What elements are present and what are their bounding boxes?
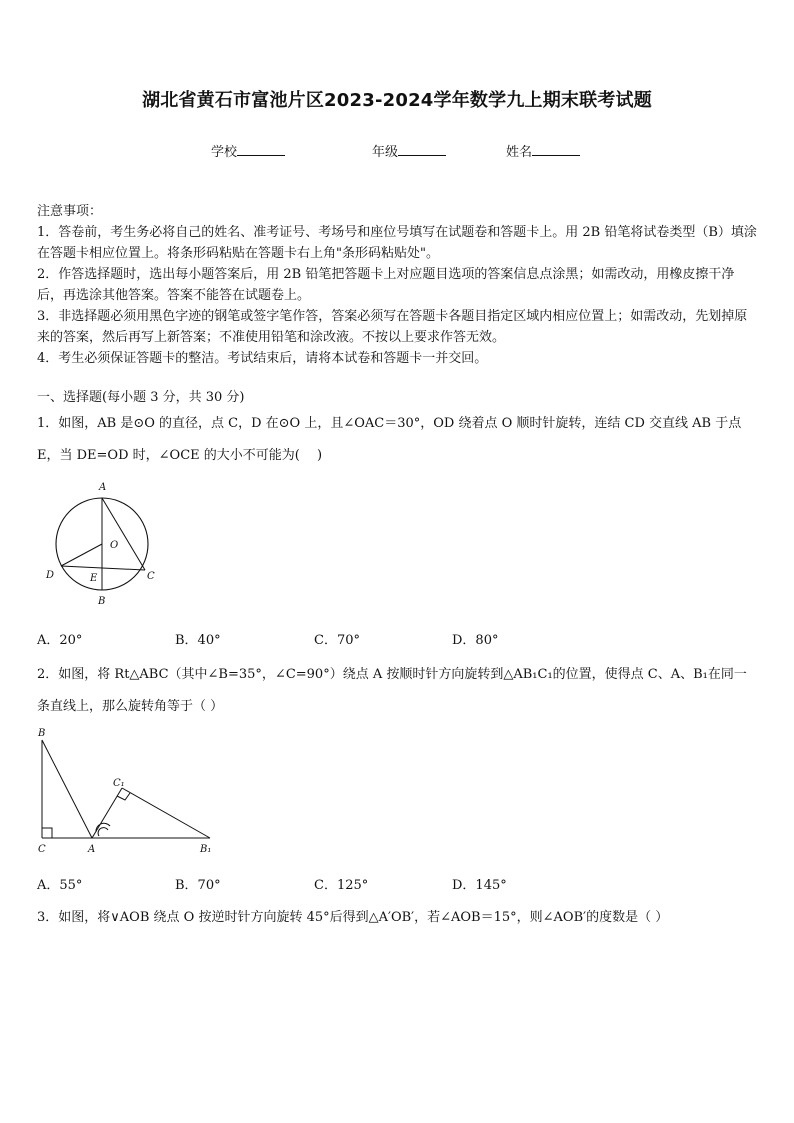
q1-option-d: D．80°	[452, 633, 499, 648]
q2-option-a: A．55°	[37, 878, 83, 893]
page-title: 湖北省黄石市富池片区2023-2024学年数学九上期末联考试题	[142, 90, 652, 111]
label-a: A	[88, 844, 96, 855]
grade-label: 年级	[372, 145, 399, 160]
note-item: 4．考生必须保证答题卡的整洁。考试结束后，请将本试卷和答题卡一并交回。	[37, 351, 488, 366]
grade-blank	[398, 143, 446, 156]
q1-option-a: A．20°	[37, 633, 83, 648]
q2-option-c: C．125°	[314, 878, 369, 893]
question-2-stem: 2．如图，将 Rt△ABC（其中∠B=35°，∠C=90°）绕点 A 按顺时针方向旋转到△AB₁C₁的位置，使得点 C、A、B₁在同一条直线上，那么旋转角等于（ ）	[37, 667, 747, 714]
notes-block	[37, 201, 759, 369]
school-label: 学校	[211, 145, 238, 160]
question-1-figure	[40, 478, 170, 613]
label-b: B	[98, 596, 106, 607]
q1-option-b: B．40°	[175, 633, 221, 648]
question-1-stem: 1．如图，AB 是⊙O 的直径，点 C，D 在⊙O 上，且∠OAC＝30°，OD 绕着点 O 顺时针旋转，连结 CD 交直线 AB 于点 E，当 DE=OD 时，∠OCE 的大小不可能为( )	[37, 416, 742, 463]
q1-option-c: C．70°	[314, 633, 360, 648]
school-field	[211, 141, 285, 160]
chord-dc	[61, 566, 145, 570]
side-ac1	[92, 788, 122, 838]
note-item: 1．答卷前，考生务必将自己的姓名、准考证号、考场号和座位号填写在试题卷和答题卡上。用 2B 铅笔将试卷类型（B）填涂在答题卡相应位置上。将条形码粘贴在答题卡右上角"条形码粘贴处"。	[37, 225, 757, 261]
label-a: A	[99, 482, 107, 493]
label-e: E	[90, 573, 98, 584]
question-3-stem: 3．如图，将∨AOB 绕点 O 按逆时针方向旋转 45°后得到△A′OB′，若∠AOB＝15°，则∠AOB′的度数是（ ）	[37, 910, 669, 925]
name-blank	[532, 143, 580, 156]
radius-od	[61, 544, 102, 566]
label-c1: C₁	[113, 778, 125, 789]
label-c: C	[147, 571, 155, 582]
q2-option-b: B．70°	[175, 878, 221, 893]
question-2-figure	[30, 722, 230, 862]
side-c1b1	[122, 788, 210, 838]
label-c: C	[38, 844, 46, 855]
section-heading: 一、选择题(每小题 3 分，共 30 分)	[37, 390, 245, 405]
notes-heading: 注意事项：	[37, 204, 103, 219]
right-angle-c	[42, 828, 52, 838]
side-ab	[42, 740, 92, 838]
rotation-arc-inner	[98, 828, 108, 836]
school-blank	[237, 143, 285, 156]
name-label: 姓名	[506, 145, 533, 160]
label-b1: B₁	[200, 844, 212, 855]
name-field	[506, 141, 580, 160]
note-item: 2．作答选择题时，选出每小题答案后，用 2B 铅笔把答题卡上对应题目选项的答案信息点涂黑；如需改动，用橡皮擦干净后，再选涂其他答案。答案不能答在试题卷上。	[37, 267, 735, 303]
label-d: D	[46, 570, 55, 581]
grade-field	[372, 141, 446, 160]
chord-ac	[102, 498, 145, 570]
label-o: O	[110, 540, 119, 551]
q2-option-d: D．145°	[452, 878, 507, 893]
label-b: B	[38, 728, 46, 739]
note-item: 3．非选择题必须用黑色字迹的钢笔或签字笔作答，答案必须写在答题卡各题目指定区域内相应位置上；如需改动，先划掉原来的答案，然后再写上新答案；不准使用铅笔和涂改液。不按以上要求作答无效。	[37, 309, 748, 345]
